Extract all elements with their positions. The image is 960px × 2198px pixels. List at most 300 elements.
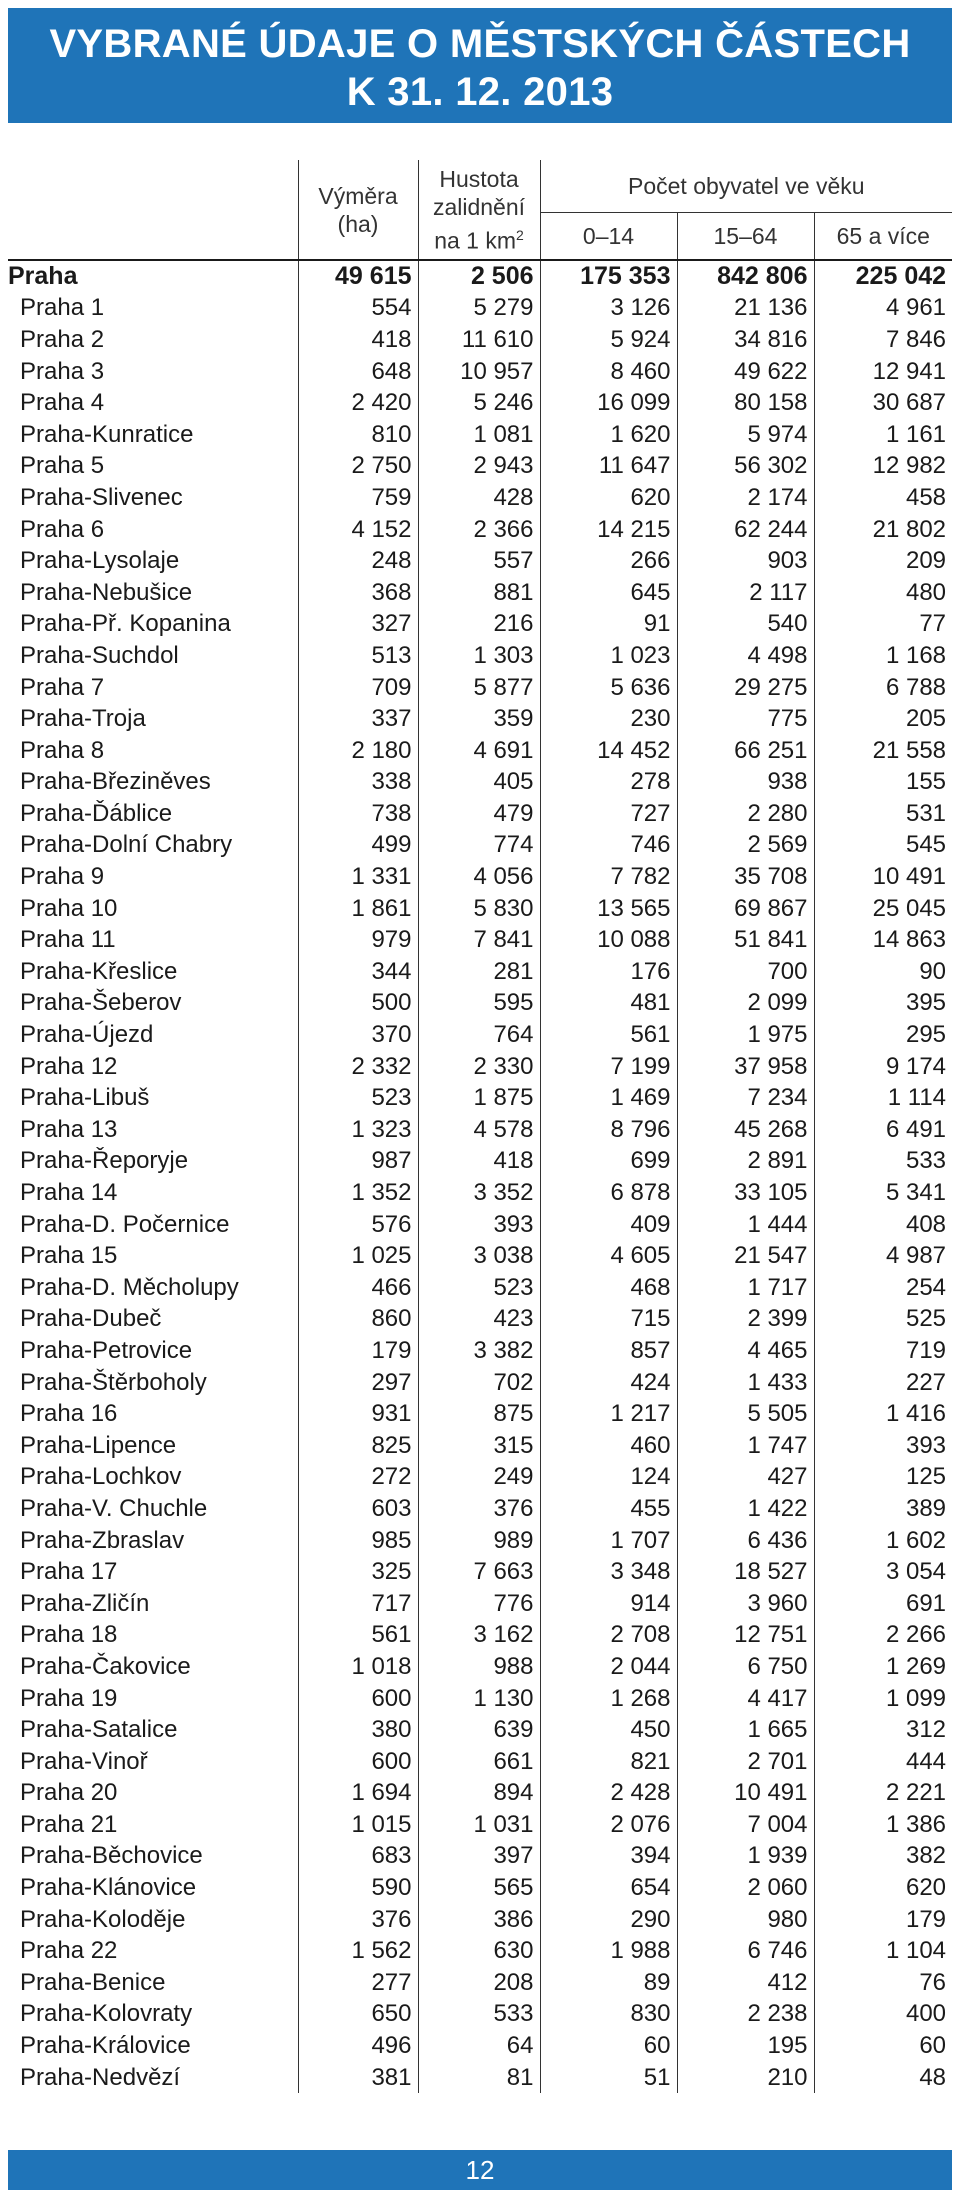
- table-row: [8, 830, 952, 862]
- age-15-64-cell: 51 841: [677, 924, 814, 956]
- table-row: [8, 1809, 952, 1841]
- district-name-cell: Praha-Lipence: [20, 1431, 177, 1459]
- area-cell: 523: [298, 1082, 418, 1114]
- header-density-unit: na 1 km: [434, 227, 517, 254]
- density-cell: 11 610: [418, 324, 540, 356]
- area-cell: 2 332: [298, 1051, 418, 1083]
- age-0-14-cell: 715: [540, 1304, 677, 1336]
- age-65-plus-cell: 6 788: [814, 672, 952, 704]
- table-row: [8, 988, 952, 1020]
- header-density-line3: [419, 221, 540, 255]
- table-row: [8, 1146, 952, 1178]
- district-name-cell: Praha-Ďáblice: [20, 799, 173, 827]
- header-age-group: Počet obyvatel ve věku: [540, 160, 952, 213]
- age-0-14-cell: 460: [540, 1430, 677, 1462]
- district-name-cell: Praha-Nedvězí: [20, 2063, 181, 2091]
- area-cell: 1 025: [298, 1240, 418, 1272]
- density-cell: 1 081: [418, 419, 540, 451]
- density-cell: 359: [418, 703, 540, 735]
- header-density-line2: zalidnění: [432, 193, 526, 220]
- district-name-cell: Praha-Troja: [20, 705, 146, 733]
- district-name-cell: Praha-Lysolaje: [20, 547, 180, 575]
- age-65-plus-cell: 6 491: [814, 1114, 952, 1146]
- age-65-plus-cell: 21 558: [814, 735, 952, 767]
- district-name-cell: Praha-Př. Kopanina: [20, 610, 231, 638]
- density-cell: 875: [418, 1398, 540, 1430]
- area-cell: 4 152: [298, 514, 418, 546]
- density-cell: 4 691: [418, 735, 540, 767]
- density-cell: 405: [418, 767, 540, 799]
- density-cell: 7 663: [418, 1556, 540, 1588]
- age-0-14-cell: 394: [540, 1841, 677, 1873]
- table-row: [8, 1272, 952, 1304]
- age-0-14-cell: 13 565: [540, 893, 677, 925]
- density-cell: 7 841: [418, 924, 540, 956]
- density-cell: 894: [418, 1778, 540, 1810]
- age-65-plus-cell: 227: [814, 1367, 952, 1399]
- district-name-cell: Praha-Řeporyje: [20, 1147, 189, 1175]
- age-65-plus-cell: 155: [814, 767, 952, 799]
- page-title: VYBRANÉ ÚDAJE O MĚSTSKÝCH ČÁSTECH: [49, 22, 911, 66]
- density-cell: 4 578: [418, 1114, 540, 1146]
- district-name-cell: Praha 10: [20, 894, 118, 922]
- density-cell: 2 943: [418, 451, 540, 483]
- area-cell: 985: [298, 1525, 418, 1557]
- age-65-plus-cell: 1 104: [814, 1935, 952, 1967]
- table-row: [8, 324, 952, 356]
- area-cell: 810: [298, 419, 418, 451]
- age-15-64-cell: 6 746: [677, 1935, 814, 1967]
- age-15-64-cell: 2 238: [677, 1999, 814, 2031]
- area-cell: 1 018: [298, 1651, 418, 1683]
- area-cell: 2 420: [298, 387, 418, 419]
- area-cell: 2 750: [298, 451, 418, 483]
- district-name-cell: Praha-Královice: [20, 2032, 191, 2060]
- age-0-14-cell: 830: [540, 1999, 677, 2031]
- density-cell: 479: [418, 798, 540, 830]
- density-cell: 2 366: [418, 514, 540, 546]
- table-row: [8, 514, 952, 546]
- area-cell: 1 694: [298, 1778, 418, 1810]
- table-row: [8, 735, 952, 767]
- district-name-cell: Praha 7: [20, 673, 105, 701]
- density-cell: 3 382: [418, 1335, 540, 1367]
- district-data-table: [8, 160, 952, 2093]
- age-65-plus-cell: 531: [814, 798, 952, 830]
- district-name-cell: Praha-V. Chuchle: [20, 1494, 208, 1522]
- area-cell: 987: [298, 1146, 418, 1178]
- area-cell: 590: [298, 1872, 418, 1904]
- age-15-64-cell: 6 750: [677, 1651, 814, 1683]
- area-cell: 1 015: [298, 1809, 418, 1841]
- age-15-64-cell: 1 717: [677, 1272, 814, 1304]
- age-0-14-cell: 481: [540, 988, 677, 1020]
- table-row: [8, 640, 952, 672]
- age-15-64-cell: 2 399: [677, 1304, 814, 1336]
- table-row: [8, 861, 952, 893]
- age-15-64-cell: 56 302: [677, 451, 814, 483]
- age-0-14-cell: 176: [540, 956, 677, 988]
- density-cell: 5 830: [418, 893, 540, 925]
- area-cell: 376: [298, 1904, 418, 1936]
- area-cell: 709: [298, 672, 418, 704]
- density-cell: 1 130: [418, 1683, 540, 1715]
- age-65-plus-cell: 2 266: [814, 1620, 952, 1652]
- title-banner: [8, 8, 952, 123]
- area-cell: 337: [298, 703, 418, 735]
- district-name-cell: Praha 18: [20, 1621, 118, 1649]
- area-cell: 327: [298, 609, 418, 641]
- density-cell: 3 038: [418, 1240, 540, 1272]
- area-cell: 338: [298, 767, 418, 799]
- age-0-14-cell: 620: [540, 482, 677, 514]
- age-15-64-cell: 1 747: [677, 1430, 814, 1462]
- table-row: [8, 1967, 952, 1999]
- district-name-cell: Praha-Kolovraty: [20, 2000, 193, 2028]
- age-15-64-cell: 2 060: [677, 1872, 814, 1904]
- age-0-14-cell: 230: [540, 703, 677, 735]
- age-65-plus-cell: 3 054: [814, 1556, 952, 1588]
- district-name-cell: Praha 2: [20, 325, 105, 353]
- area-cell: 297: [298, 1367, 418, 1399]
- density-cell: 1 875: [418, 1082, 540, 1114]
- density-cell: 776: [418, 1588, 540, 1620]
- age-15-64-cell: 4 465: [677, 1335, 814, 1367]
- age-65-plus-cell: 480: [814, 577, 952, 609]
- area-cell: 717: [298, 1588, 418, 1620]
- density-cell: 595: [418, 988, 540, 1020]
- age-15-64-cell: 66 251: [677, 735, 814, 767]
- table-row: [8, 1872, 952, 1904]
- age-15-64-cell: 980: [677, 1904, 814, 1936]
- age-15-64-cell: 700: [677, 956, 814, 988]
- age-65-plus-cell: 1 416: [814, 1398, 952, 1430]
- age-65-plus-cell: 408: [814, 1209, 952, 1241]
- age-15-64-cell: 7 004: [677, 1809, 814, 1841]
- district-name-cell: Praha 13: [20, 1115, 118, 1143]
- age-15-64-cell: 10 491: [677, 1778, 814, 1810]
- table-row: [8, 1714, 952, 1746]
- table-row: [8, 1209, 952, 1241]
- table-row: [8, 1082, 952, 1114]
- age-15-64-cell: 2 701: [677, 1746, 814, 1778]
- density-cell: 10 957: [418, 356, 540, 388]
- density-cell: 393: [418, 1209, 540, 1241]
- age-0-14-cell: 2 428: [540, 1778, 677, 1810]
- table-row: [8, 1367, 952, 1399]
- table-row: [8, 577, 952, 609]
- density-cell: 702: [418, 1367, 540, 1399]
- age-15-64-cell: 45 268: [677, 1114, 814, 1146]
- district-name-cell: Praha-Březiněves: [20, 768, 211, 796]
- age-65-plus-cell: 312: [814, 1714, 952, 1746]
- table-row: [8, 1778, 952, 1810]
- district-name-cell: Praha 16: [20, 1400, 118, 1428]
- table-total-row: [8, 260, 952, 293]
- age-15-64-cell: 18 527: [677, 1556, 814, 1588]
- age-0-14-cell: 561: [540, 1019, 677, 1051]
- header-density-line1: Hustota: [439, 165, 519, 192]
- density-cell: 630: [418, 1935, 540, 1967]
- area-cell: 325: [298, 1556, 418, 1588]
- age-65-plus-cell: 225 042: [814, 260, 952, 293]
- area-cell: 1 323: [298, 1114, 418, 1146]
- age-0-14-cell: 455: [540, 1493, 677, 1525]
- age-15-64-cell: 2 569: [677, 830, 814, 862]
- density-cell: 249: [418, 1462, 540, 1494]
- age-15-64-cell: 427: [677, 1462, 814, 1494]
- age-65-plus-cell: 1 269: [814, 1651, 952, 1683]
- age-0-14-cell: 645: [540, 577, 677, 609]
- table-row: [8, 1556, 952, 1588]
- age-0-14-cell: 654: [540, 1872, 677, 1904]
- table-row: [8, 672, 952, 704]
- age-15-64-cell: 1 939: [677, 1841, 814, 1873]
- district-name-cell: Praha-Štěrboholy: [20, 1368, 207, 1396]
- table-header: [8, 160, 952, 260]
- age-15-64-cell: 412: [677, 1967, 814, 1999]
- table-row: [8, 1240, 952, 1272]
- density-cell: 428: [418, 482, 540, 514]
- age-0-14-cell: 10 088: [540, 924, 677, 956]
- density-cell: 376: [418, 1493, 540, 1525]
- age-65-plus-cell: 7 846: [814, 324, 952, 356]
- age-65-plus-cell: 719: [814, 1335, 952, 1367]
- age-15-64-cell: 5 505: [677, 1398, 814, 1430]
- age-15-64-cell: 1 975: [677, 1019, 814, 1051]
- age-65-plus-cell: 48: [814, 2062, 952, 2094]
- age-65-plus-cell: 5 341: [814, 1177, 952, 1209]
- age-15-64-cell: 29 275: [677, 672, 814, 704]
- age-15-64-cell: 938: [677, 767, 814, 799]
- density-cell: 418: [418, 1146, 540, 1178]
- age-0-14-cell: 175 353: [540, 260, 677, 293]
- area-cell: 576: [298, 1209, 418, 1241]
- age-65-plus-cell: 525: [814, 1304, 952, 1336]
- age-65-plus-cell: 620: [814, 1872, 952, 1904]
- density-cell: 397: [418, 1841, 540, 1873]
- area-cell: 600: [298, 1746, 418, 1778]
- age-0-14-cell: 3 126: [540, 293, 677, 325]
- age-65-plus-cell: 9 174: [814, 1051, 952, 1083]
- table-row: [8, 1999, 952, 2031]
- area-cell: 648: [298, 356, 418, 388]
- area-cell: 499: [298, 830, 418, 862]
- age-0-14-cell: 266: [540, 545, 677, 577]
- age-15-64-cell: 12 751: [677, 1620, 814, 1652]
- district-name-cell: Praha-Koloděje: [20, 1905, 186, 1933]
- district-name-cell: Praha-Klánovice: [20, 1874, 197, 1902]
- table-row: [8, 419, 952, 451]
- district-name-cell: Praha-Suchdol: [20, 641, 179, 669]
- district-name-cell: Praha-D. Měcholupy: [20, 1273, 239, 1301]
- district-name-cell: Praha: [8, 262, 78, 291]
- density-cell: 774: [418, 830, 540, 862]
- age-15-64-cell: 1 665: [677, 1714, 814, 1746]
- area-cell: 603: [298, 1493, 418, 1525]
- district-name-cell: Praha-Běchovice: [20, 1842, 203, 1870]
- density-cell: 565: [418, 1872, 540, 1904]
- table-row: [8, 293, 952, 325]
- district-name-cell: Praha 3: [20, 357, 105, 385]
- district-name-cell: Praha-Šeberov: [20, 989, 182, 1017]
- district-name-cell: Praha-Nebušice: [20, 578, 193, 606]
- age-15-64-cell: 5 974: [677, 419, 814, 451]
- density-cell: 661: [418, 1746, 540, 1778]
- age-0-14-cell: 1 469: [540, 1082, 677, 1114]
- age-65-plus-cell: 1 161: [814, 419, 952, 451]
- density-cell: 5 279: [418, 293, 540, 325]
- table-row: [8, 2030, 952, 2062]
- age-65-plus-cell: 179: [814, 1904, 952, 1936]
- area-cell: 759: [298, 482, 418, 514]
- district-name-cell: Praha-Petrovice: [20, 1336, 193, 1364]
- density-cell: 988: [418, 1651, 540, 1683]
- age-15-64-cell: 7 234: [677, 1082, 814, 1114]
- age-15-64-cell: 540: [677, 609, 814, 641]
- age-65-plus-cell: 1 386: [814, 1809, 952, 1841]
- district-name-cell: Praha 12: [20, 1052, 118, 1080]
- age-15-64-cell: 842 806: [677, 260, 814, 293]
- age-0-14-cell: 2 076: [540, 1809, 677, 1841]
- age-15-64-cell: 3 960: [677, 1588, 814, 1620]
- age-15-64-cell: 1 444: [677, 1209, 814, 1241]
- area-cell: 344: [298, 956, 418, 988]
- area-cell: 49 615: [298, 260, 418, 293]
- area-cell: 683: [298, 1841, 418, 1873]
- age-65-plus-cell: 545: [814, 830, 952, 862]
- age-65-plus-cell: 10 491: [814, 861, 952, 893]
- header-area: [298, 160, 418, 260]
- age-15-64-cell: 2 117: [677, 577, 814, 609]
- district-name-cell: Praha-Kunratice: [20, 420, 194, 448]
- area-cell: 1 861: [298, 893, 418, 925]
- age-65-plus-cell: 400: [814, 1999, 952, 2031]
- district-name-cell: Praha 11: [20, 926, 116, 954]
- age-0-14-cell: 821: [540, 1746, 677, 1778]
- age-0-14-cell: 7 199: [540, 1051, 677, 1083]
- district-name-cell: Praha-Libuš: [20, 1084, 150, 1112]
- age-15-64-cell: 775: [677, 703, 814, 735]
- age-0-14-cell: 290: [540, 1904, 677, 1936]
- area-cell: 466: [298, 1272, 418, 1304]
- age-0-14-cell: 5 636: [540, 672, 677, 704]
- age-0-14-cell: 4 605: [540, 1240, 677, 1272]
- district-name-cell: Praha-Zličín: [20, 1589, 150, 1617]
- density-cell: 764: [418, 1019, 540, 1051]
- district-name-cell: Praha-Čakovice: [20, 1652, 191, 1680]
- age-65-plus-cell: 444: [814, 1746, 952, 1778]
- header-density: [418, 160, 540, 260]
- age-0-14-cell: 1 707: [540, 1525, 677, 1557]
- table-row: [8, 1335, 952, 1367]
- density-cell: 315: [418, 1430, 540, 1462]
- density-cell: 989: [418, 1525, 540, 1557]
- district-name-cell: Praha 6: [20, 515, 105, 543]
- age-65-plus-cell: 4 961: [814, 293, 952, 325]
- age-15-64-cell: 2 174: [677, 482, 814, 514]
- age-0-14-cell: 7 782: [540, 861, 677, 893]
- district-name-cell: Praha-D. Počernice: [20, 1210, 230, 1238]
- density-cell: 5 246: [418, 387, 540, 419]
- age-15-64-cell: 35 708: [677, 861, 814, 893]
- age-0-14-cell: 1 023: [540, 640, 677, 672]
- table-row: [8, 956, 952, 988]
- age-0-14-cell: 14 215: [540, 514, 677, 546]
- district-name-cell: Praha 20: [20, 1779, 118, 1807]
- district-name-cell: Praha 1: [20, 294, 105, 322]
- table-row: [8, 1746, 952, 1778]
- density-cell: 386: [418, 1904, 540, 1936]
- age-15-64-cell: 62 244: [677, 514, 814, 546]
- table-row: [8, 1620, 952, 1652]
- age-15-64-cell: 69 867: [677, 893, 814, 925]
- age-65-plus-cell: 90: [814, 956, 952, 988]
- age-0-14-cell: 8 460: [540, 356, 677, 388]
- age-0-14-cell: 450: [540, 1714, 677, 1746]
- age-15-64-cell: 4 498: [677, 640, 814, 672]
- table-row: [8, 1462, 952, 1494]
- age-15-64-cell: 1 422: [677, 1493, 814, 1525]
- age-65-plus-cell: 30 687: [814, 387, 952, 419]
- age-15-64-cell: 210: [677, 2062, 814, 2094]
- table-row: [8, 451, 952, 483]
- header-area-line2: (ha): [337, 210, 379, 237]
- area-cell: 381: [298, 2062, 418, 2094]
- density-cell: 1 303: [418, 640, 540, 672]
- age-0-14-cell: 5 924: [540, 324, 677, 356]
- header-area-line1: Výměra: [318, 182, 398, 209]
- table-row: [8, 609, 952, 641]
- age-0-14-cell: 1 217: [540, 1398, 677, 1430]
- density-cell: 533: [418, 1999, 540, 2031]
- district-name-cell: Praha 19: [20, 1684, 118, 1712]
- age-65-plus-cell: 1 114: [814, 1082, 952, 1114]
- area-cell: 738: [298, 798, 418, 830]
- age-65-plus-cell: 691: [814, 1588, 952, 1620]
- age-65-plus-cell: 12 982: [814, 451, 952, 483]
- age-15-64-cell: 2 099: [677, 988, 814, 1020]
- table-row: [8, 1398, 952, 1430]
- table-row: [8, 1683, 952, 1715]
- age-65-plus-cell: 12 941: [814, 356, 952, 388]
- area-cell: 2 180: [298, 735, 418, 767]
- area-cell: 500: [298, 988, 418, 1020]
- age-65-plus-cell: 1 602: [814, 1525, 952, 1557]
- density-cell: 881: [418, 577, 540, 609]
- age-65-plus-cell: 2 221: [814, 1778, 952, 1810]
- table-row: [8, 1051, 952, 1083]
- age-15-64-cell: 6 436: [677, 1525, 814, 1557]
- table-row: [8, 1904, 952, 1936]
- age-65-plus-cell: 1 168: [814, 640, 952, 672]
- age-65-plus-cell: 76: [814, 1967, 952, 1999]
- age-65-plus-cell: 77: [814, 609, 952, 641]
- age-0-14-cell: 424: [540, 1367, 677, 1399]
- age-0-14-cell: 746: [540, 830, 677, 862]
- age-0-14-cell: 8 796: [540, 1114, 677, 1146]
- age-65-plus-cell: 533: [814, 1146, 952, 1178]
- age-15-64-cell: 2 280: [677, 798, 814, 830]
- age-65-plus-cell: 25 045: [814, 893, 952, 925]
- age-65-plus-cell: 14 863: [814, 924, 952, 956]
- age-15-64-cell: 37 958: [677, 1051, 814, 1083]
- age-65-plus-cell: 60: [814, 2030, 952, 2062]
- district-name-cell: Praha 5: [20, 452, 105, 480]
- area-cell: 277: [298, 1967, 418, 1999]
- age-0-14-cell: 3 348: [540, 1556, 677, 1588]
- district-name-cell: Praha-Benice: [20, 1968, 166, 1996]
